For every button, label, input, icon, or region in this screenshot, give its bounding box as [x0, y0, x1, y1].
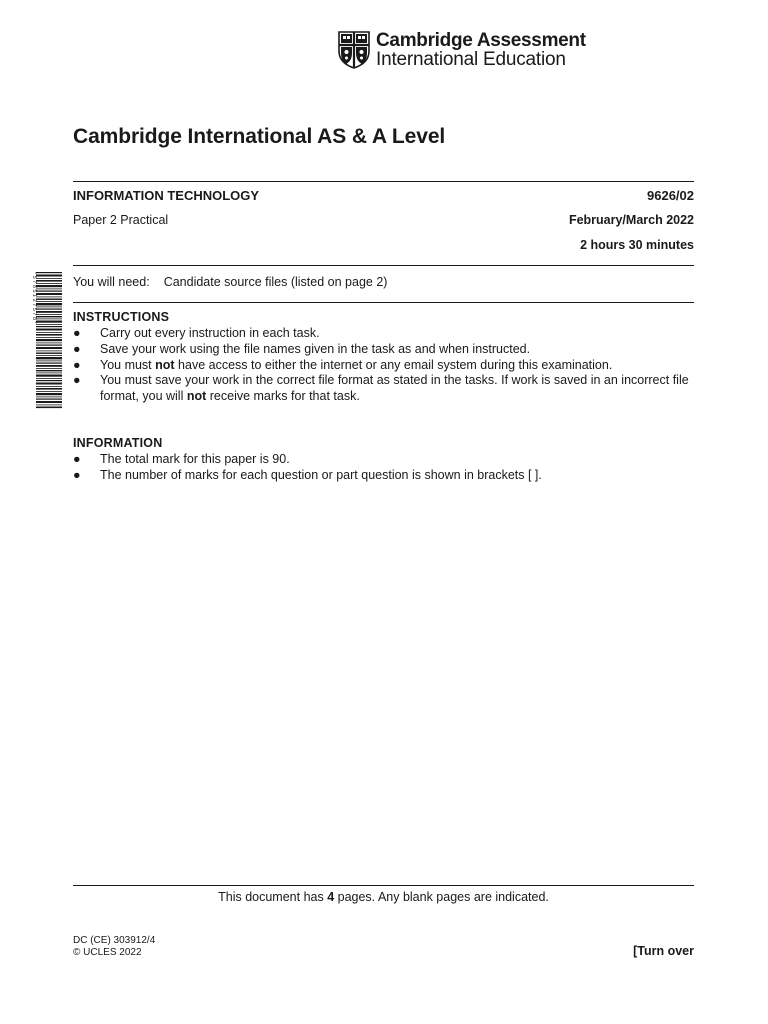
- paper-name: Paper 2 Practical: [73, 213, 169, 227]
- need-value: Candidate source files (listed on page 2): [163, 275, 388, 289]
- page-count-note: This document has 4 pages. Any blank pages are indicated.: [218, 890, 549, 904]
- list-item: ● You must save your work in the correct file format as stated in the tasks. If work is saved in an incorrect file format, you will not receive marks for that task.: [73, 373, 689, 404]
- qualification-title: Cambridge International AS & A Level: [73, 125, 446, 148]
- need-label: You will need:: [73, 275, 150, 289]
- turn-over-label: [Turn over: [633, 944, 694, 958]
- information-heading: INFORMATION: [73, 436, 163, 450]
- exam-duration: 2 hours 30 minutes: [580, 238, 694, 252]
- subject-name: INFORMATION TECHNOLOGY: [73, 188, 260, 203]
- paper-code: 9626/02: [647, 188, 694, 203]
- list-item: ● You must not have access to either the internet or any email system during this examination.: [73, 357, 613, 372]
- cambridge-shield-icon: [338, 31, 370, 69]
- header-rule: [73, 181, 694, 182]
- logo-line-1: Cambridge Assessment: [376, 30, 586, 51]
- logo-line-2: International Education: [376, 49, 566, 70]
- need-top-rule: [73, 265, 694, 266]
- list-item: ● The total mark for this paper is 90.: [73, 452, 290, 466]
- dc-code: DC (CE) 303912/4: [73, 935, 156, 946]
- list-item: ● Save your work using the file names given in the task as and when instructed.: [73, 341, 531, 356]
- list-item: ● Carry out every instruction in each task.: [73, 326, 320, 340]
- copyright: © UCLES 2022: [73, 947, 142, 958]
- footer-rule: [73, 885, 694, 886]
- need-bottom-rule: [73, 302, 694, 303]
- exam-session: February/March 2022: [568, 213, 694, 227]
- instructions-list: [73, 326, 698, 405]
- you-will-need: [73, 275, 387, 289]
- information-list: [73, 452, 698, 484]
- barcode-icon: [30, 270, 62, 410]
- instructions-heading: INSTRUCTIONS: [73, 310, 170, 324]
- cambridge-logo: [338, 31, 586, 71]
- list-item: ● The number of marks for each question or part question is shown in brackets [ ].: [73, 467, 542, 482]
- document-reference: [73, 935, 155, 959]
- barcode-number: * 5 7 8 5 1 2 7 5 7 8 *: [31, 272, 37, 324]
